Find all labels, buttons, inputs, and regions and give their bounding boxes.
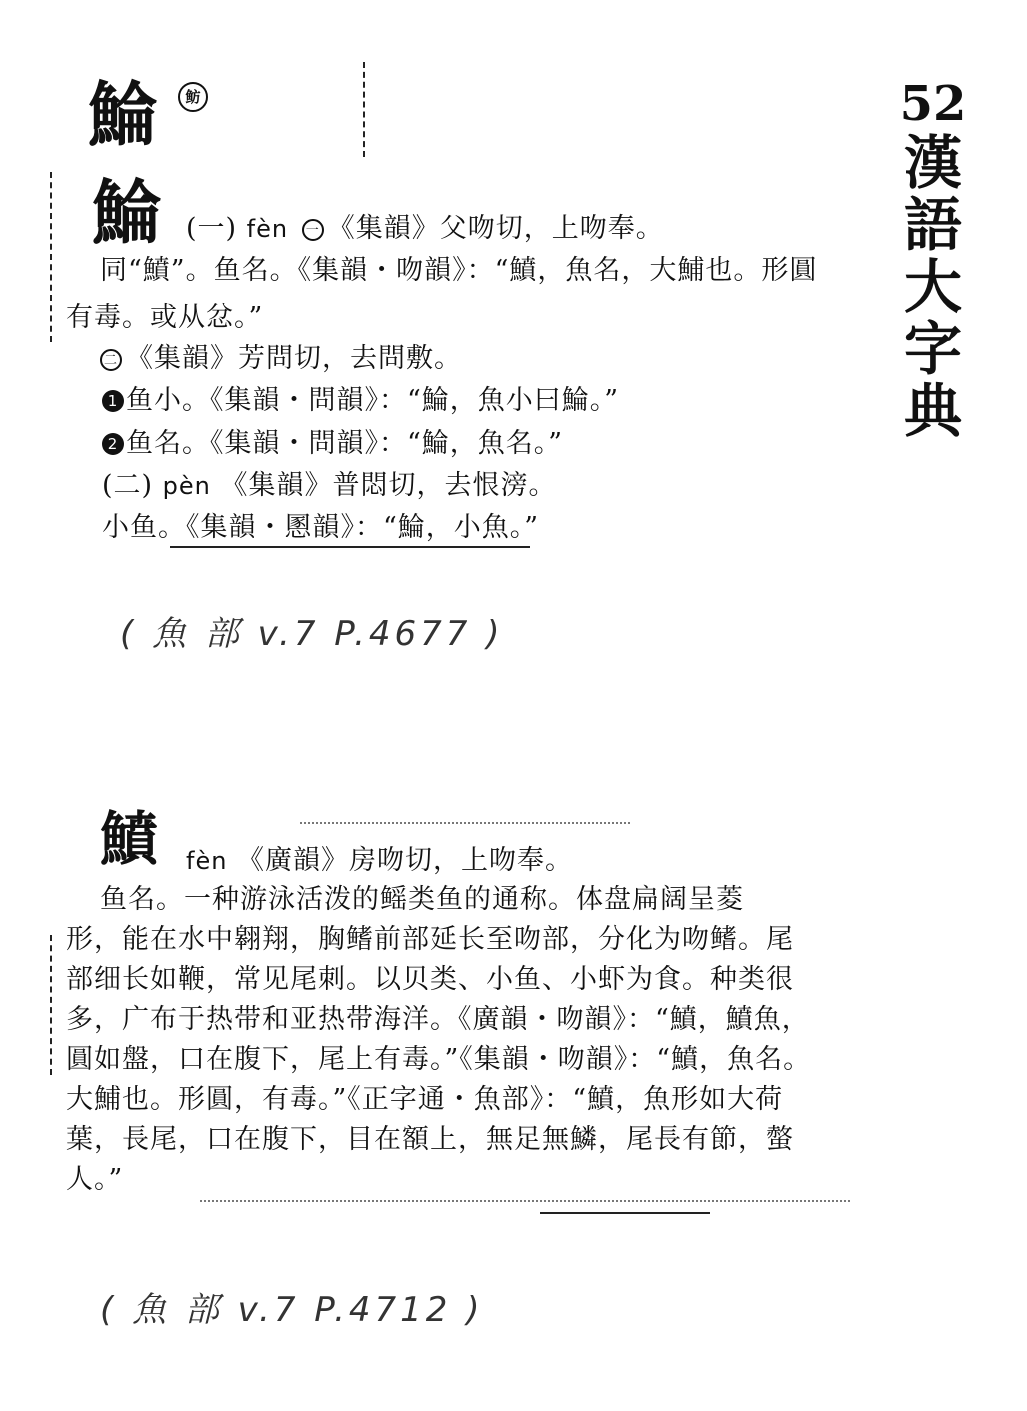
rhyme-text: 《廣韻》房吻切，上吻奉。 [237, 845, 574, 876]
item-number: 1 [102, 390, 124, 412]
def-line: 形，能在水中翱翔，胸鳍前部延长至吻部，分化为吻鳍。尾 [66, 924, 794, 955]
section-marker: (一) [186, 213, 238, 244]
scan-noise [200, 1200, 850, 1202]
entry1-section2-header [102, 470, 556, 502]
top-circle-label: 鲂 [178, 82, 208, 112]
entry1-item1 [102, 385, 619, 417]
entry2-header [186, 845, 573, 877]
divider-top [363, 62, 365, 157]
title-char: 典 [903, 377, 962, 445]
def-line: 大鯆也。形圓，有毒。”《正字通・魚部》：“鱝，魚形如大荷 [66, 1084, 784, 1115]
entry1-underline [170, 546, 530, 548]
entry2-headword: 鱝 [100, 805, 159, 873]
entry1-item2 [102, 428, 563, 460]
pinyin: fèn [186, 847, 228, 875]
section-marker: (二) [102, 470, 154, 501]
dictionary-title [893, 129, 973, 445]
sub2-text: 《集韻》芳問切，去問敷。 [126, 343, 462, 374]
def-line: 圓如盤，口在腹下，尾上有毒。”《集韻・吻韻》：“鱝，魚名。 [66, 1044, 812, 1075]
entry1-sub2 [100, 343, 462, 375]
pinyin: fèn [246, 215, 289, 243]
def-line: 多，广布于热带和亚热带海洋。《廣韻・吻韻》：“鱝，鱝魚， [66, 1004, 810, 1035]
def-line: 葉，長尾，口在腹下，目在額上，無足無鱗，尾長有節，螫 [66, 1124, 794, 1155]
def-line: 人。” [66, 1164, 124, 1195]
rhyme-text: 《集韻》普悶切，去恨滂。 [220, 470, 557, 501]
scan-noise [300, 822, 630, 824]
top-headword: 鯩 [88, 73, 158, 156]
rhyme-text: 《集韻》父吻切，上吻奉。 [327, 213, 664, 244]
handwritten-note-1: ( 魚 部 v.7 P.4677 ) [120, 614, 504, 654]
entry1-section1-header [186, 213, 664, 245]
entry2-underline [540, 1212, 710, 1214]
entry1-def-line1: 同“鱝”。鱼名。《集韻・吻韻》：“鱝，魚名，大鯆也。形圓 [100, 255, 818, 286]
margin-rule-1 [50, 172, 52, 342]
circled-number: 一 [302, 219, 324, 241]
title-char: 語 [903, 191, 962, 259]
circled-number: 二 [100, 349, 122, 371]
pinyin: pèn [162, 472, 211, 500]
entry1-headword: 鯩 [92, 171, 162, 254]
title-char: 大 [903, 253, 962, 321]
handwritten-note-2: ( 魚 部 v.7 P.4712 ) [100, 1290, 484, 1330]
item-text: 鱼名。《集韻・問韻》：“鯩，魚名。” [126, 428, 564, 459]
def-line: 部细长如鞭，常见尾刺。以贝类、小鱼、小虾为食。种类很 [66, 964, 794, 995]
margin-rule-2 [50, 935, 52, 1075]
title-char: 字 [903, 315, 962, 383]
entry1-def-line2: 有毒。或从忿。” [66, 302, 264, 333]
item-text: 鱼小。《集韻・問韻》：“鯩，魚小曰鯩。” [126, 385, 620, 416]
volume-number: 52 [899, 76, 967, 132]
def-line: 鱼名。一种游泳活泼的鳐类鱼的通称。体盘扁阔呈菱 [100, 884, 744, 915]
title-char: 漢 [903, 129, 962, 197]
entry2-definition [66, 880, 830, 1200]
item-number: 2 [102, 433, 124, 455]
entry1-section2-def: 小鱼。《集韻・慁韻》：“鯩，小魚。” [102, 512, 540, 543]
